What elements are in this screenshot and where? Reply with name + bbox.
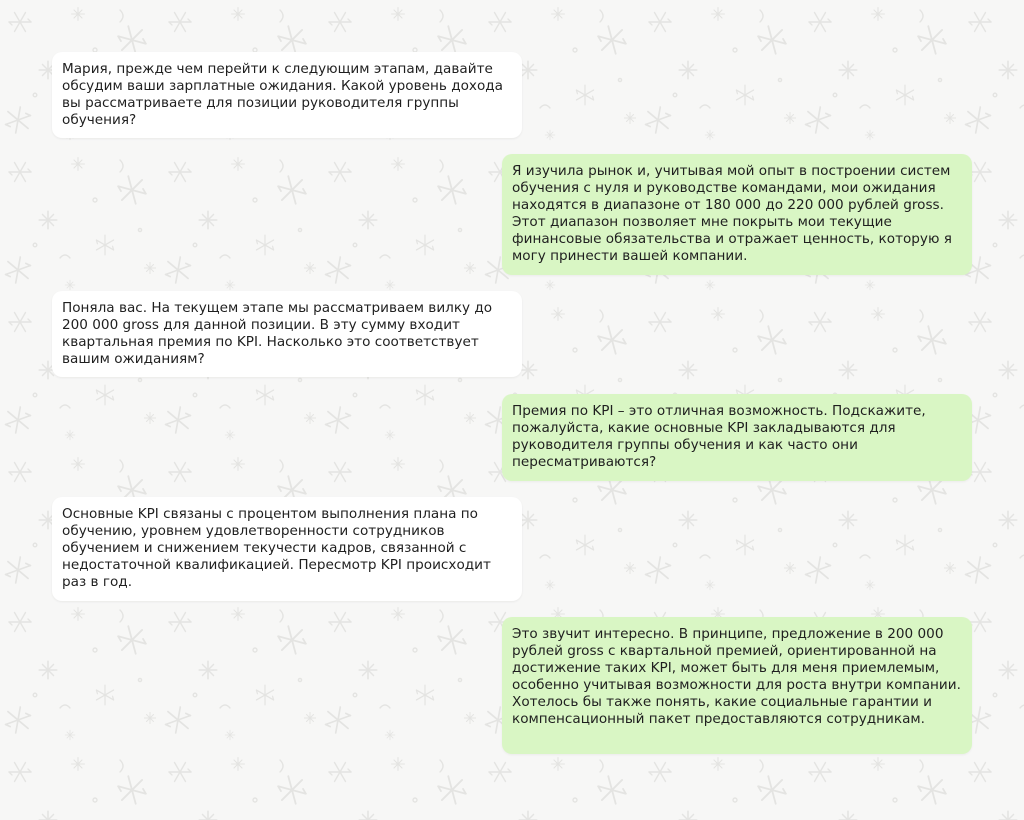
message-incoming: Мария, прежде чем перейти к следующим этапам, давайте обсудим ваши зарплатные ожидания. Какой уровень дохода вы рассматриваете для позиции руководителя группы обучения? xyxy=(52,52,522,138)
message-outgoing: Я изучила рынок и, учитывая мой опыт в построении систем обучения с нуля и руководстве командами, мои ожидания находятся в диапазоне от 180 000 до 220 000 рублей gross. Этот диапазон позволяет мне покрыть мои текущие финансовые обязательства и отражает ценность, которую я могу принести вашей компании. xyxy=(502,154,972,275)
message-incoming: Основные KPI связаны с процентом выполнения плана по обучению, уровнем удовлетворенности сотрудников обучением и снижением текучести кадров, связанной с недостаточной квалификацией. Пересмотр KPI происходит раз в год. xyxy=(52,497,522,601)
message-incoming: Поняла вас. На текущем этапе мы рассматриваем вилку до 200 000 gross для данной позиции. В эту сумму входит квартальная премия по KPI. Насколько это соответствует вашим ожиданиям? xyxy=(52,291,522,377)
message-outgoing: Это звучит интересно. В принципе, предложение в 200 000 рублей gross с квартальной премией, ориентированной на достижение таких KPI, может быть для меня приемлемым, особенно учитывая возможности для роста внутри компании. Хотелось бы также понять, какие социальные гарантии и компенсационный пакет предоставляются сотрудникам. xyxy=(502,617,972,754)
message-outgoing: Премия по KPI – это отличная возможность. Подскажите, пожалуйста, какие основные KPI закладываются для руководителя группы обучения и как часто они пересматриваются? xyxy=(502,394,972,481)
